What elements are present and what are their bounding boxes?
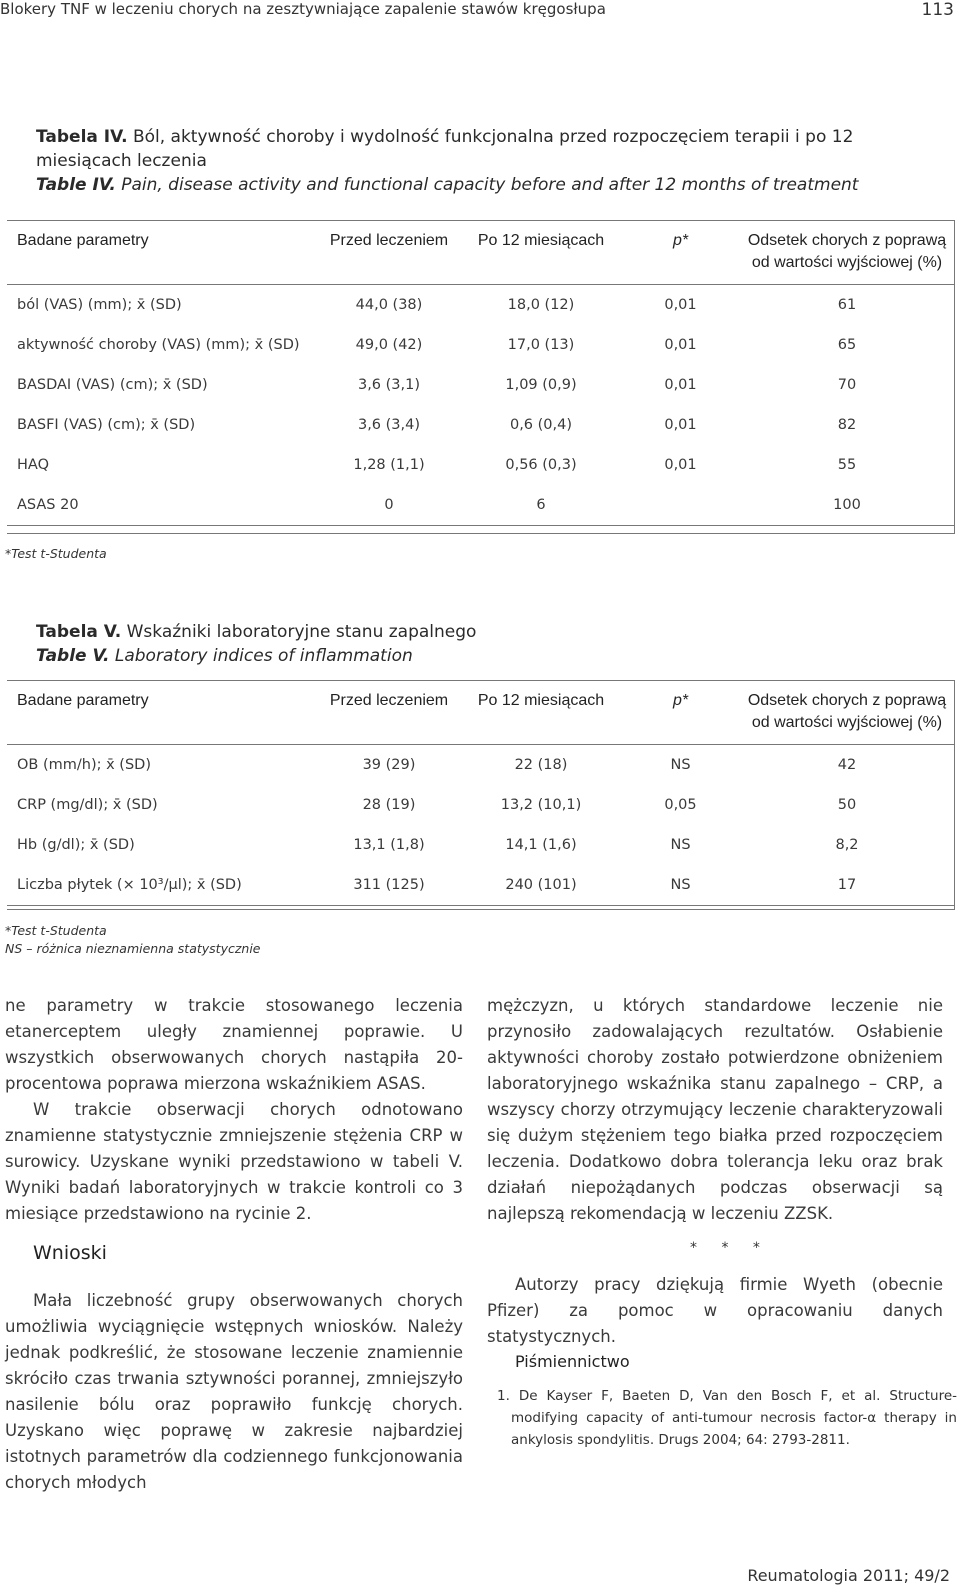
- col-header-p: p*: [622, 680, 739, 745]
- cell: CRP (mg/dl); x̄ (SD): [17, 797, 158, 813]
- cell: NS: [622, 865, 739, 906]
- cell: 0,05: [664, 797, 697, 813]
- journal-footer: Reumatologia 2011; 49/2: [747, 1566, 950, 1585]
- table5-frame: [7, 680, 955, 910]
- table5-footnote-test: *Test t-Studenta: [5, 923, 107, 938]
- col-header-after: Po 12 miesiącach: [460, 220, 622, 285]
- cell: BASFI (VAS) (cm); x̄ (SD): [17, 417, 196, 433]
- cell: 22 (18): [514, 757, 568, 773]
- cell: 17: [739, 865, 955, 906]
- table4-caption: [36, 125, 936, 197]
- col-header-parameters: Badane parametry: [7, 680, 318, 745]
- cell: 17,0 (13): [507, 337, 575, 353]
- cell: Liczba płytek (× 10³/μl); x̄ (SD): [7, 865, 318, 906]
- paragraph: Mała liczebność grupy obserwowanych chorych umożliwia wyciągnięcie wstępnych wniosków. Należy jednak podkreślić, że stosowane leczenie znamiennie skróciło czas trwania sztywności porannej, zmniejszyło nasilenie bólu oraz poprawiło funkcję chorych. Uzyskano więc poprawę w zakresie najbardziej istotnych parametrów dla codziennego funkcjonowania chorych młodych: [5, 1291, 463, 1492]
- cell: 49,0 (42): [355, 337, 423, 353]
- col-header-after: Po 12 miesiącach: [460, 680, 622, 745]
- cell: 61: [837, 297, 857, 313]
- cell: 0,6 (0,4): [509, 417, 573, 433]
- cell: 8,2: [835, 837, 859, 853]
- references-heading: Piśmiennictwo: [515, 1352, 630, 1371]
- cell: 3,6 (3,4): [357, 417, 421, 433]
- cell: 6: [460, 485, 622, 526]
- table4-footnote: *Test t-Studenta: [5, 546, 107, 561]
- reference-item: 1. De Kayser F, Baeten D, Van den Bosch F, et al. Structure-modifying capacity of anti-tumour necrosis factor-α therapy in ankylosis spondylitis. Drugs 2004; 64: 2793-2811.: [497, 1388, 957, 1448]
- cell: 55: [837, 457, 857, 473]
- col-header-parameters: Badane parametry: [7, 220, 318, 285]
- cell: 0,01: [664, 297, 697, 313]
- cell: 70: [837, 377, 857, 393]
- cell: Hb (g/dl); x̄ (SD): [17, 837, 135, 853]
- cell: NS: [670, 837, 691, 853]
- cell: 50: [837, 797, 857, 813]
- cell: 311 (125): [318, 865, 460, 906]
- acknowledgment-text: [487, 1272, 943, 1350]
- table5-caption: [36, 620, 936, 668]
- cell: 18,0 (12): [507, 297, 575, 313]
- table4-caption-en: Table IV. Pain, disease activity and functional capacity before and after 12 months of treatment: [36, 175, 859, 195]
- cell: 39 (29): [362, 757, 416, 773]
- cell: 0,01: [664, 417, 697, 433]
- paragraph: ne parametry w trakcie stosowanego leczenia etanerceptem uległy znamiennej poprawie. U wszystkich obserwowanych chorych nastąpiła 20-procentowa poprawa mierzona wskaźnikiem ASAS.: [5, 996, 463, 1093]
- conclusions-text: [5, 1288, 463, 1496]
- table5-footnote-ns: NS – różnica nieznamienna statystycznie: [5, 941, 261, 956]
- paragraph: W trakcie obserwacji chorych odnotowano znamienne statystycznie zmniejszenie stężenia CRP w surowicy. Uzyskane wyniki przedstawiono w tabeli V. Wyniki badań laboratoryjnych w trakcie kontroli co 3 miesiące przedstawiono na rycinie 2.: [5, 1100, 463, 1223]
- cell: NS: [670, 757, 691, 773]
- cell: 240 (101): [460, 865, 622, 906]
- cell: 82: [837, 417, 857, 433]
- page-number: 113: [921, 0, 954, 20]
- cell: 1,28 (1,1): [353, 457, 425, 473]
- right-column-text: [487, 993, 943, 1227]
- cell: 100: [739, 485, 955, 526]
- cell: OB (mm/h); x̄ (SD): [17, 757, 151, 773]
- col-header-p: p*: [622, 220, 739, 285]
- cell: 28 (19): [362, 797, 416, 813]
- cell: BASDAI (VAS) (cm); x̄ (SD): [17, 377, 208, 393]
- section-heading-conclusions: Wnioski: [33, 1242, 107, 1264]
- paragraph: Autorzy pracy dziękują firmie Wyeth (obecnie Pfizer) za pomoc w opracowaniu danych statystycznych.: [487, 1275, 943, 1346]
- cell: 1,09 (0,9): [505, 377, 577, 393]
- cell: 14,1 (1,6): [505, 837, 577, 853]
- col-header-improvement: Odsetek chorych z poprawą od wartości wyjściowej (%): [739, 680, 955, 745]
- cell: 0,01: [664, 377, 697, 393]
- cell: 44,0 (38): [355, 297, 423, 313]
- cell: 0,01: [664, 337, 697, 353]
- col-header-improvement: Odsetek chorych z poprawą od wartości wyjściowej (%): [739, 220, 955, 285]
- table5-footnotes: [5, 922, 260, 958]
- cell: 0,56 (0,3): [505, 457, 577, 473]
- cell: ból (VAS) (mm); x̄ (SD): [17, 297, 182, 313]
- cell: 0,01: [664, 457, 697, 473]
- section-separator: * * *: [690, 1240, 770, 1256]
- cell: 0: [318, 485, 460, 526]
- cell: 3,6 (3,1): [357, 377, 421, 393]
- col-header-before: Przed leczeniem: [318, 220, 460, 285]
- cell: HAQ: [17, 457, 49, 473]
- table5-caption-en: Table V. Laboratory indices of inflammation: [36, 646, 413, 666]
- table4-frame: [7, 220, 955, 534]
- cell: aktywność choroby (VAS) (mm); x̄ (SD): [17, 337, 300, 353]
- cell: 13,2 (10,1): [500, 797, 582, 813]
- cell: ASAS 20: [7, 485, 318, 526]
- table4-caption-pl: Tabela IV. Ból, aktywność choroby i wydolność funkcjonalna przed rozpoczęciem terapii i po 12 miesiącach leczenia: [36, 127, 854, 171]
- cell: 13,1 (1,8): [353, 837, 425, 853]
- running-header-title: Blokery TNF w leczeniu chorych na zesztywniające zapalenie stawów kręgosłupa: [0, 0, 606, 18]
- table5-caption-pl: Tabela V. Wskaźniki laboratoryjne stanu zapalnego: [36, 622, 477, 642]
- col-header-before: Przed leczeniem: [318, 680, 460, 745]
- paragraph: mężczyzn, u których standardowe leczenie nie przynosiło zadowalających rezultatów. Osłabienie aktywności choroby zostało potwierdzone obniżeniem laboratoryjnego wskaźnika stanu zapalnego – CRP, a wszyscy chorzy otrzymujący leczenie charakteryzowali się dużym stężeniem tego białka przed rozpoczęciem leczenia. Dodatkowo dobra tolerancja leku oraz brak działań niepożądanych podczas obserwacji są najlepszą rekomendacją w leczeniu ZZSK.: [487, 996, 943, 1223]
- cell: 65: [837, 337, 857, 353]
- left-column-text: [5, 993, 463, 1227]
- cell: 42: [837, 757, 857, 773]
